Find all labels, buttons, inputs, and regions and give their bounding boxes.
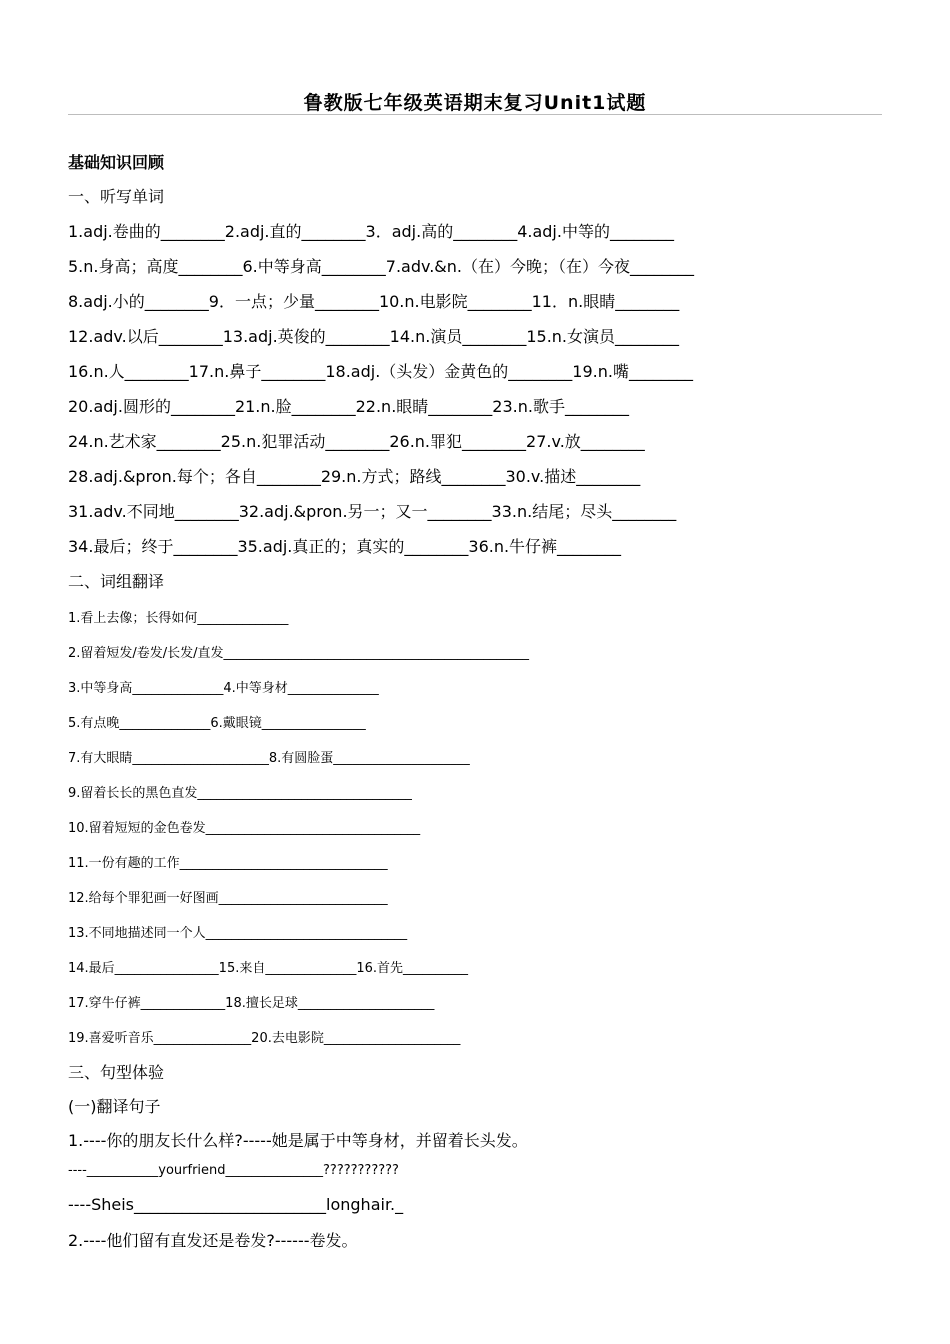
sentence-question: 1.----你的朋友长什么样?-----她是属于中等身材，并留着长头发。 (68, 1131, 528, 1150)
phrase-line: 10.留着短短的金色卷发_________________________________ (68, 821, 421, 836)
part2-heading: 二、词组翻译 (68, 572, 165, 591)
vocab-line: 20.adj.圆形的________21.n.脸________22.n.眼睛________23.n.歌手________ (68, 397, 629, 416)
phrase-line: 11.一份有趣的工作________________________________ (68, 856, 388, 871)
phrase-line: 14.最后________________15.来自______________16.首先__________ (68, 961, 469, 976)
phrase-line: 9.留着长长的黑色直发_________________________________ (68, 786, 412, 801)
phrase-line: 5.有点晚______________6.戴眼镜________________ (68, 716, 366, 731)
vocab-line: 34.最后；终于________35.adj.真正的；真实的________36.n.牛仔裤________ (68, 537, 622, 556)
vocab-line: 24.n.艺术家________25.n.犯罪活动________26.n.罪犯________27.v.放________ (68, 432, 645, 451)
vocab-line: 5.n.身高；高度________6.中等身高________7.adv.&n.（在）今晚；（在）今夜________ (68, 257, 695, 276)
phrase-line: 12.给每个罪犯画一好图画__________________________ (68, 891, 388, 906)
vocab-line: 1.adj.卷曲的________2.adj.直的________3．adj.高的________4.adj.中等的________ (68, 222, 674, 241)
part3-subheading: (一)翻译句子 (68, 1097, 161, 1116)
phrase-line: 19.喜爱听音乐_______________20.去电影院_____________________ (68, 1031, 461, 1046)
sentence-answer-line: ----Sheis________________________longhair._ (68, 1195, 404, 1214)
title-divider (68, 114, 882, 115)
section-heading: 基础知识回顾 (68, 153, 165, 172)
sentence-answer-line: ----___________yourfriend_______________??????????? (68, 1163, 399, 1178)
part1-heading: 一、听写单词 (68, 187, 165, 206)
vocab-line: 12.adv.以后________13.adj.英俊的________14.n.演员________15.n.女演员________ (68, 327, 680, 346)
phrase-line: 2.留着短发/卷发/长发/直发_______________________________________________ (68, 646, 530, 661)
phrase-line: 1.看上去像；长得如何______________ (68, 611, 289, 626)
phrase-line: 17.穿牛仔裤_____________18.擅长足球_____________________ (68, 996, 435, 1011)
phrase-line: 7.有大眼睛_____________________8.有圆脸蛋_____________________ (68, 751, 470, 766)
vocab-line: 16.n.人________17.n.鼻子________18.adj.（头发）金黄色的________19.n.嘴________ (68, 362, 693, 381)
vocab-line: 31.adv.不同地________32.adj.&pron.另一；又一________33.n.结尾；尽头________ (68, 502, 677, 521)
page-title: 鲁教版七年级英语期末复习Unit1试题 (303, 92, 647, 114)
sentence-question: 2.----他们留有直发还是卷发?------卷发。 (68, 1231, 358, 1250)
phrase-line: 13.不同地描述同一个人_______________________________ (68, 926, 408, 941)
vocab-line: 28.adj.&pron.每个；各自________29.n.方式；路线________30.v.描述________ (68, 467, 641, 486)
phrase-line: 3.中等身高______________4.中等身材______________ (68, 681, 379, 696)
vocab-line: 8.adj.小的________9．一点；少量________10.n.电影院________11．n.眼睛________ (68, 292, 680, 311)
part3-heading: 三、句型体验 (68, 1063, 165, 1082)
